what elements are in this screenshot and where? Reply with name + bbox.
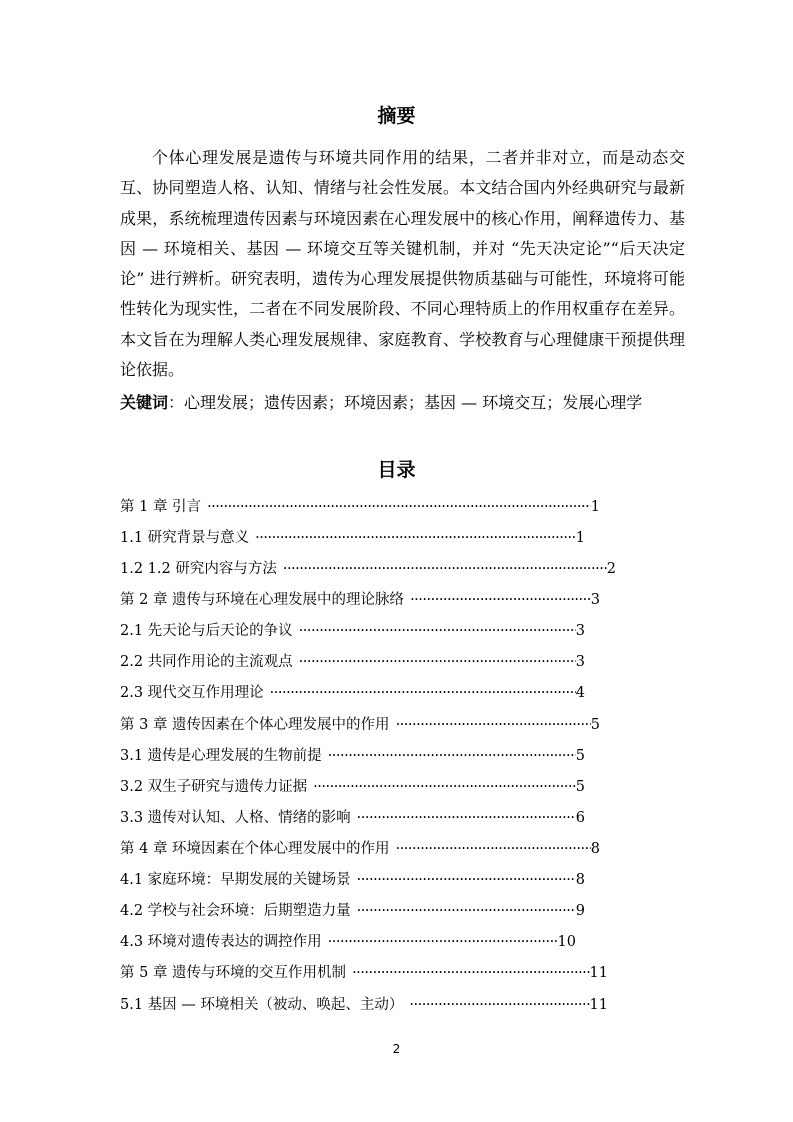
toc-entry[interactable]	[120, 963, 608, 983]
toc-entry-page: 4	[575, 685, 585, 701]
toc-entry-title: 第 5 章 遗传与环境的交互作用机制	[120, 965, 347, 981]
toc-entry-title: 3.1 遗传是心理发展的生物前提	[120, 748, 322, 764]
keywords-label: 关键词	[120, 393, 169, 412]
toc-entry-page: 8	[575, 872, 585, 888]
toc-entry-page: 3	[590, 592, 600, 608]
keywords-text: ：心理发展；遗传因素；环境因素；基因 — 环境交互；发展心理学	[168, 393, 643, 412]
toc-leader	[351, 808, 576, 828]
keywords-line	[120, 390, 685, 416]
toc-leader	[322, 746, 576, 766]
toc-entry-title: 第 4 章 环境因素在个体心理发展中的作用	[120, 841, 390, 857]
toc-entry[interactable]	[120, 808, 585, 828]
toc-entry[interactable]	[120, 746, 585, 766]
toc-entry-page: 10	[557, 934, 576, 950]
abstract-title: 摘要	[377, 105, 416, 127]
toc-entry[interactable]	[120, 497, 600, 517]
toc-entry[interactable]	[120, 995, 608, 1015]
toc-entry-title: 第 3 章 遗传因素在个体心理发展中的作用	[120, 717, 390, 733]
toc-entry-title: 2.3 现代交互作用理论	[120, 685, 264, 701]
toc-leader	[351, 870, 576, 890]
toc-entry-page: 11	[589, 965, 608, 981]
abstract-body: 个体心理发展是遗传与环境共同作用的结果，二者并非对立，而是动态交互、协同塑造人格、认知、情绪与社会性发展。本文结合国内外经典研究与最新成果，系统梳理遗传因素与环境因素在心理发展中的核心作用，阐释遗传力、基因 — 环境相关、基因 — 环境交互等关键机制，并对 “先天决定论”“后天决定论” 进行辨析。研究表明，遗传为心理发展提供物质基础与可能性，环境将可能性转化为现实性，二者在不同发展阶段、不同心理特质上的作用权重存在差异。本文旨在为理解人类心理发展规律、家庭教育、学校教育与心理健康干预提供理论依据。	[120, 148, 685, 380]
toc-entry-title: 4.1 家庭环境：早期发展的关键场景	[120, 872, 351, 888]
toc-entry-title: 1.1 研究背景与意义	[120, 530, 250, 546]
toc-entry-page: 1	[575, 530, 585, 546]
toc-entry-title: 4.3 环境对遗传表达的调控作用	[120, 934, 322, 950]
toc-entry-page: 6	[575, 810, 585, 826]
toc-entry-title: 4.2 学校与社会环境：后期塑造力量	[120, 903, 351, 919]
toc-entry-page: 3	[575, 623, 585, 639]
toc-leader	[307, 777, 576, 797]
toc-leader	[293, 621, 576, 641]
toc-entry[interactable]	[120, 621, 585, 641]
toc-leader	[277, 559, 607, 579]
toc-leader	[201, 497, 591, 517]
toc-entry-page: 8	[590, 841, 600, 857]
toc-leader	[346, 963, 589, 983]
page-number: 2	[392, 1042, 401, 1056]
toc-leader	[390, 839, 591, 859]
toc-entry-page: 2	[606, 561, 616, 577]
toc-entry-page: 1	[590, 499, 600, 515]
toc-entry-title: 2.1 先天论与后天论的争议	[120, 623, 293, 639]
toc-entry-title: 1.2 1.2 研究内容与方法	[120, 561, 277, 577]
toc-leader	[322, 932, 558, 952]
toc-entry-title: 第 1 章 引言	[120, 499, 202, 515]
toc-entry-page: 5	[575, 779, 585, 795]
toc-entry-page: 11	[589, 997, 608, 1013]
toc-entry-title: 3.3 遗传对认知、人格、情绪的影响	[120, 810, 351, 826]
toc-entry-page: 9	[575, 903, 585, 919]
toc-entry[interactable]	[120, 559, 616, 579]
toc-entry[interactable]	[120, 590, 600, 610]
toc-leader	[249, 528, 576, 548]
toc-entry-page: 5	[575, 748, 585, 764]
toc-entry[interactable]	[120, 901, 585, 921]
toc-entry[interactable]	[120, 683, 585, 703]
toc-leader	[390, 715, 591, 735]
toc-entry-title: 3.2 双生子研究与遗传力证据	[120, 779, 308, 795]
toc-leader	[403, 995, 589, 1015]
toc-entry-title: 2.2 共同作用论的主流观点	[120, 654, 293, 670]
toc-entry[interactable]	[120, 528, 585, 548]
toc-entry[interactable]	[120, 652, 585, 672]
toc-leader	[404, 590, 591, 610]
toc-entry[interactable]	[120, 932, 576, 952]
toc-leader	[293, 652, 576, 672]
toc-leader	[351, 901, 576, 921]
toc-entry[interactable]	[120, 715, 600, 735]
toc-entry-title: 5.1 基因 — 环境相关（被动、唤起、主动）	[120, 997, 404, 1013]
toc-title: 目录	[377, 459, 416, 481]
toc-entry[interactable]	[120, 777, 585, 797]
toc-entry-page: 3	[575, 654, 585, 670]
toc-entry-page: 5	[590, 717, 600, 733]
toc-entry-title: 第 2 章 遗传与环境在心理发展中的理论脉络	[120, 592, 405, 608]
toc-leader	[264, 683, 576, 703]
toc-entry[interactable]	[120, 870, 585, 890]
toc-entry[interactable]	[120, 839, 600, 859]
